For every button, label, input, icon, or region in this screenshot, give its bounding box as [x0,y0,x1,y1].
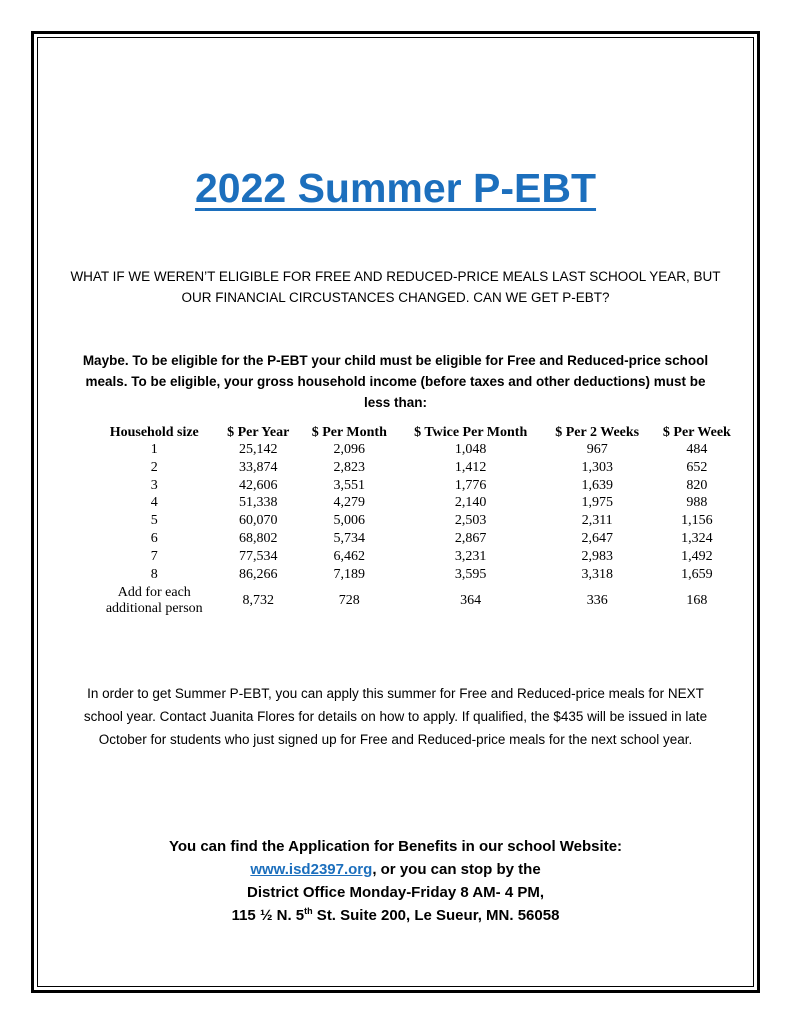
eligibility-intro: Maybe. To be eligible for the P-EBT your child must be eligible for Free and Reduced-price school meals. To be eligible, your gross household income (before taxes and other deductions) must be less than: [82,353,709,410]
table-cell: 5,734 [333,530,366,546]
apply-instructions: In order to get Summer P-EBT, you can apply this summer for Free and Reduced-price meals for NEXT school year. Contact Juanita Flores for details on how to apply. If qualified, the $435 will be issued in late October for students who just signed up for Free and Reduced-price meals for the next school year. [83,686,708,747]
table-cell: 2,096 [333,442,366,457]
table-cell: 2,867 [454,530,487,546]
additional-label-line2: additional person [105,601,203,617]
table-cell: 3,551 [333,477,366,493]
table-cell: 1,492 [681,548,713,564]
table-cell: 2,647 [581,530,613,546]
find-line2 [70,858,721,881]
table-row [92,548,742,566]
table-cell: 1,303 [581,459,613,475]
application-info [70,835,721,927]
table-cell: 3 [150,477,158,493]
table-cell: 86,266 [238,566,278,582]
address-part2: St. Suite 200, Le Sueur, MN. 56058 [312,907,560,924]
header-household-size: Household size [109,425,199,440]
header-per-2-weeks: $ Per 2 Weeks [555,425,640,440]
table-cell: 42,606 [238,477,278,493]
table-cell: 51,338 [238,495,278,511]
table-cell: 1,776 [454,477,487,493]
table-cell: 2,140 [454,495,487,511]
header-per-month: $ Per Month [311,425,387,440]
table-cell: 8 [150,566,158,582]
address-superscript: th [304,906,313,916]
table-cell: 7 [150,548,158,564]
table-cell: 168 [686,593,708,609]
table-cell: 1,156 [681,513,713,529]
page-title: 2022 Summer P-EBT [194,165,597,211]
table-cell: 3,595 [454,566,487,582]
find-line2-suffix: , or you can stop by the [372,861,541,878]
table-cell: 988 [686,495,708,511]
income-table [92,424,742,617]
table-cell: 2,983 [581,548,613,564]
table-cell: 364 [460,593,482,609]
table-row [92,477,742,495]
table-cell: 25,142 [238,442,278,457]
office-hours: District Office Monday-Friday 8 AM- 4 PM, [247,884,544,901]
table-cell: 484 [686,442,708,457]
website-link[interactable]: www.isd2397.org [250,861,373,878]
find-line1: You can find the Application for Benefits in our school Website: [168,838,623,855]
table-cell: 820 [686,477,708,493]
table-cell: 7,189 [333,566,366,582]
table-cell: 5,006 [333,513,366,529]
table-cell: 3,231 [454,548,487,564]
header-per-week: $ Per Week [662,425,731,440]
table-cell: 1,412 [454,459,487,475]
table-header-row [92,424,742,441]
office-address [70,904,721,927]
table-cell: 6 [150,530,158,546]
table-cell: 4,279 [333,495,366,511]
table-cell: 1,639 [581,477,613,493]
table-cell: 33,874 [238,459,278,475]
table-cell: 8,732 [242,593,274,609]
table-cell: 4 [150,495,158,511]
table-cell: 6,462 [333,548,366,564]
table-row [92,512,742,530]
table-cell: 2 [150,459,158,475]
table-cell: 68,802 [238,530,278,546]
table-row [92,530,742,548]
table-row [92,459,742,477]
additional-label-line1: Add for each [117,585,191,601]
table-cell: 1,048 [454,442,487,457]
table-cell: 1 [150,442,158,457]
table-cell: 652 [686,459,708,475]
table-cell: 77,534 [238,548,278,564]
table-cell: 1,659 [681,566,713,582]
table-cell: 1,975 [581,495,613,511]
header-per-year: $ Per Year [227,425,290,440]
table-cell: 3,318 [581,566,613,582]
table-cell: 60,070 [238,513,278,529]
table-cell: 2,823 [333,459,366,475]
table-cell: 336 [586,593,608,609]
table-row-additional-person [92,583,742,617]
table-row [92,566,742,584]
question-text: WHAT IF WE WEREN’T ELIGIBLE FOR FREE AND REDUCED-PRICE MEALS LAST SCHOOL YEAR, BUT OUR FINANCIAL CIRCUSTANCES CHANGED. CAN WE GET P-EBT? [70,269,721,305]
table-cell: 967 [586,442,608,457]
table-cell: 2,311 [581,513,613,529]
table-cell: 5 [150,513,158,529]
table-row [92,494,742,512]
table-cell: 728 [338,593,360,609]
table-row [92,441,742,459]
table-cell: 1,324 [681,530,713,546]
address-part1: 115 ½ N. 5 [231,907,305,924]
table-cell: 2,503 [454,513,487,529]
header-twice-per-month: $ Twice Per Month [414,425,528,440]
additional-person-label [92,583,217,617]
